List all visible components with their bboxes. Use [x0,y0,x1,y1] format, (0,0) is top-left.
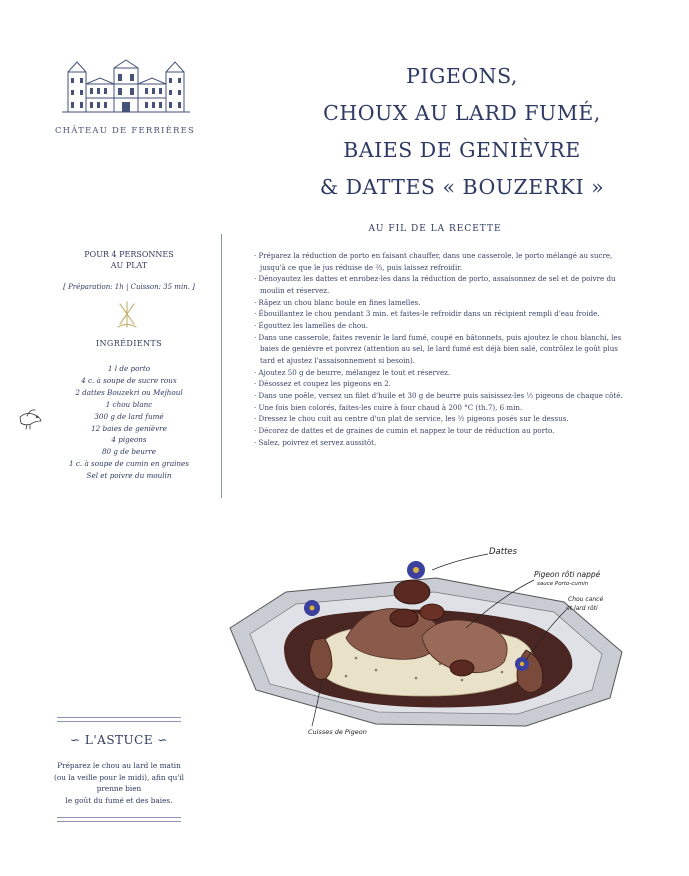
ingredient-item: Sel et poivre du moulin [86,471,172,481]
recipe-steps-heading: AU FIL DE LA RECETTE [368,224,502,234]
recipe-step: · Décorez de dattes et de graines de cumin et nappez le tour de réduction au porto. [254,425,555,435]
tip-line: le goût du fumé et des baies. [65,795,173,805]
ingredient-item: 1 l de porto [107,364,151,373]
tip-line: (ou la veille pour le midi), afin qu'il [54,772,184,782]
recipe-step: · Ébouillantez le chou pendant 3 min. et faites-le refroidir dans un récipient rempli d'eau froide. [254,309,600,319]
ingredient-item: 1 chou blanc [105,399,153,409]
recipe-step: · Une fois bien colorés, faites-les cuire à four chaud à 200 °C (th.7), 6 min. [254,402,523,412]
note-chou: Chou cancé [568,596,604,603]
cutlery-icon [114,300,140,330]
tip-line: prenne bien [96,784,142,793]
servings [70,249,188,271]
ingredients-list [48,363,210,482]
ingredient-item: 4 pigeons [111,435,147,445]
recipe-step: · Dressez le chou cuit au centre d'un plat de service, les ½ pigeons posés sur le dessus. [254,414,569,424]
title-line: PIGEONS, [406,64,518,88]
column-divider [221,234,222,498]
chateau-logo [60,58,192,118]
recipe-step: · Préparez la réduction de porto en faisant chauffer, dans une casserole, le porto mélangé au sucre, jusqu'à ce que le jus réduise de ⅔, puis laissez refroidir. [254,251,613,272]
note-dattes: Dattes [489,547,518,557]
servings-line: AU PLAT [110,261,148,270]
tip-line: Préparez le chou au lard le matin [57,761,181,770]
recipe-step: · Égouttez les lamelles de chou. [254,320,369,330]
recipe-step: · Dénoyautez les dattes et enrobez-les dans la réduction de porto, assaisonnez de sel et de poivre du moulin et réservez. [254,274,616,295]
ingredient-item: 4 c. à soupe de sucre roux [81,375,177,385]
ingredient-item: 12 baies de genièvre [91,423,167,433]
ingredient-item: 1 c. à soupe de cumin en graines [69,459,189,469]
recipe-step: · Râpez un chou blanc boule en fines lamelles. [254,297,421,307]
ingredient-item: 300 g de lard fumé [94,411,164,421]
bird-sketch-icon [17,407,43,431]
tip-rule-bottom [57,817,181,822]
note-chou-lard: et lard rôti [566,605,598,612]
tip-text [50,760,188,806]
timing: [ Préparation: 1h | Cuisson: 35 min. ] [63,283,195,291]
chateau-name: CHÂTEAU DE FERRIÈRES [54,126,196,136]
recipe-title [262,58,662,206]
recipe-step: · Désossez et coupez les pigeons en 2. [254,379,392,389]
ingredients-heading: INGRÉDIENTS [95,339,163,348]
note-cuisses: Cuisses de Pigeon [308,728,367,736]
recipe-step: · Dans une poêle, versez un filet d'huile et 30 g de beurre puis saisissez-les ½ pigeons de chaque côté. [254,390,623,400]
servings-line: POUR 4 PERSONNES [84,250,174,259]
title-line: CHOUX AU LARD FUMÉ, [323,101,601,125]
ingredient-item: 80 g de beurre [101,447,157,457]
note-pigeon-sauce: sauce Porto-cumin [537,581,589,587]
tip-heading: ∽ L'ASTUCE ∽ [70,733,168,747]
note-pigeon: Pigeon rôti nappé [534,570,601,579]
recipe-step: · Ajoutez 50 g de beurre, mélangez le tout et réservez. [254,367,451,377]
title-line: & DATTES « BOUZERKI » [319,175,605,199]
ingredient-item: 2 dattes Bouzekri ou Mejhoul [75,387,183,397]
tip-rule-top [57,717,181,722]
recipe-step: · Dans une casserole, faites revenir le lard fumé, coupé en bâtonnets, puis ajoutez le chou blanchi, les baies de genièvre et poivrez (attention au sel, le lard fumé est déjà bien salé, contrôlez le goût plus tard et ajustez l'assaisonnement si besoin). [254,332,622,365]
recipe-step: · Salez, poivrez et servez aussitôt. [254,437,377,447]
recipe-steps [254,250,632,448]
title-line: BAIES DE GENIÈVRE [343,138,581,162]
